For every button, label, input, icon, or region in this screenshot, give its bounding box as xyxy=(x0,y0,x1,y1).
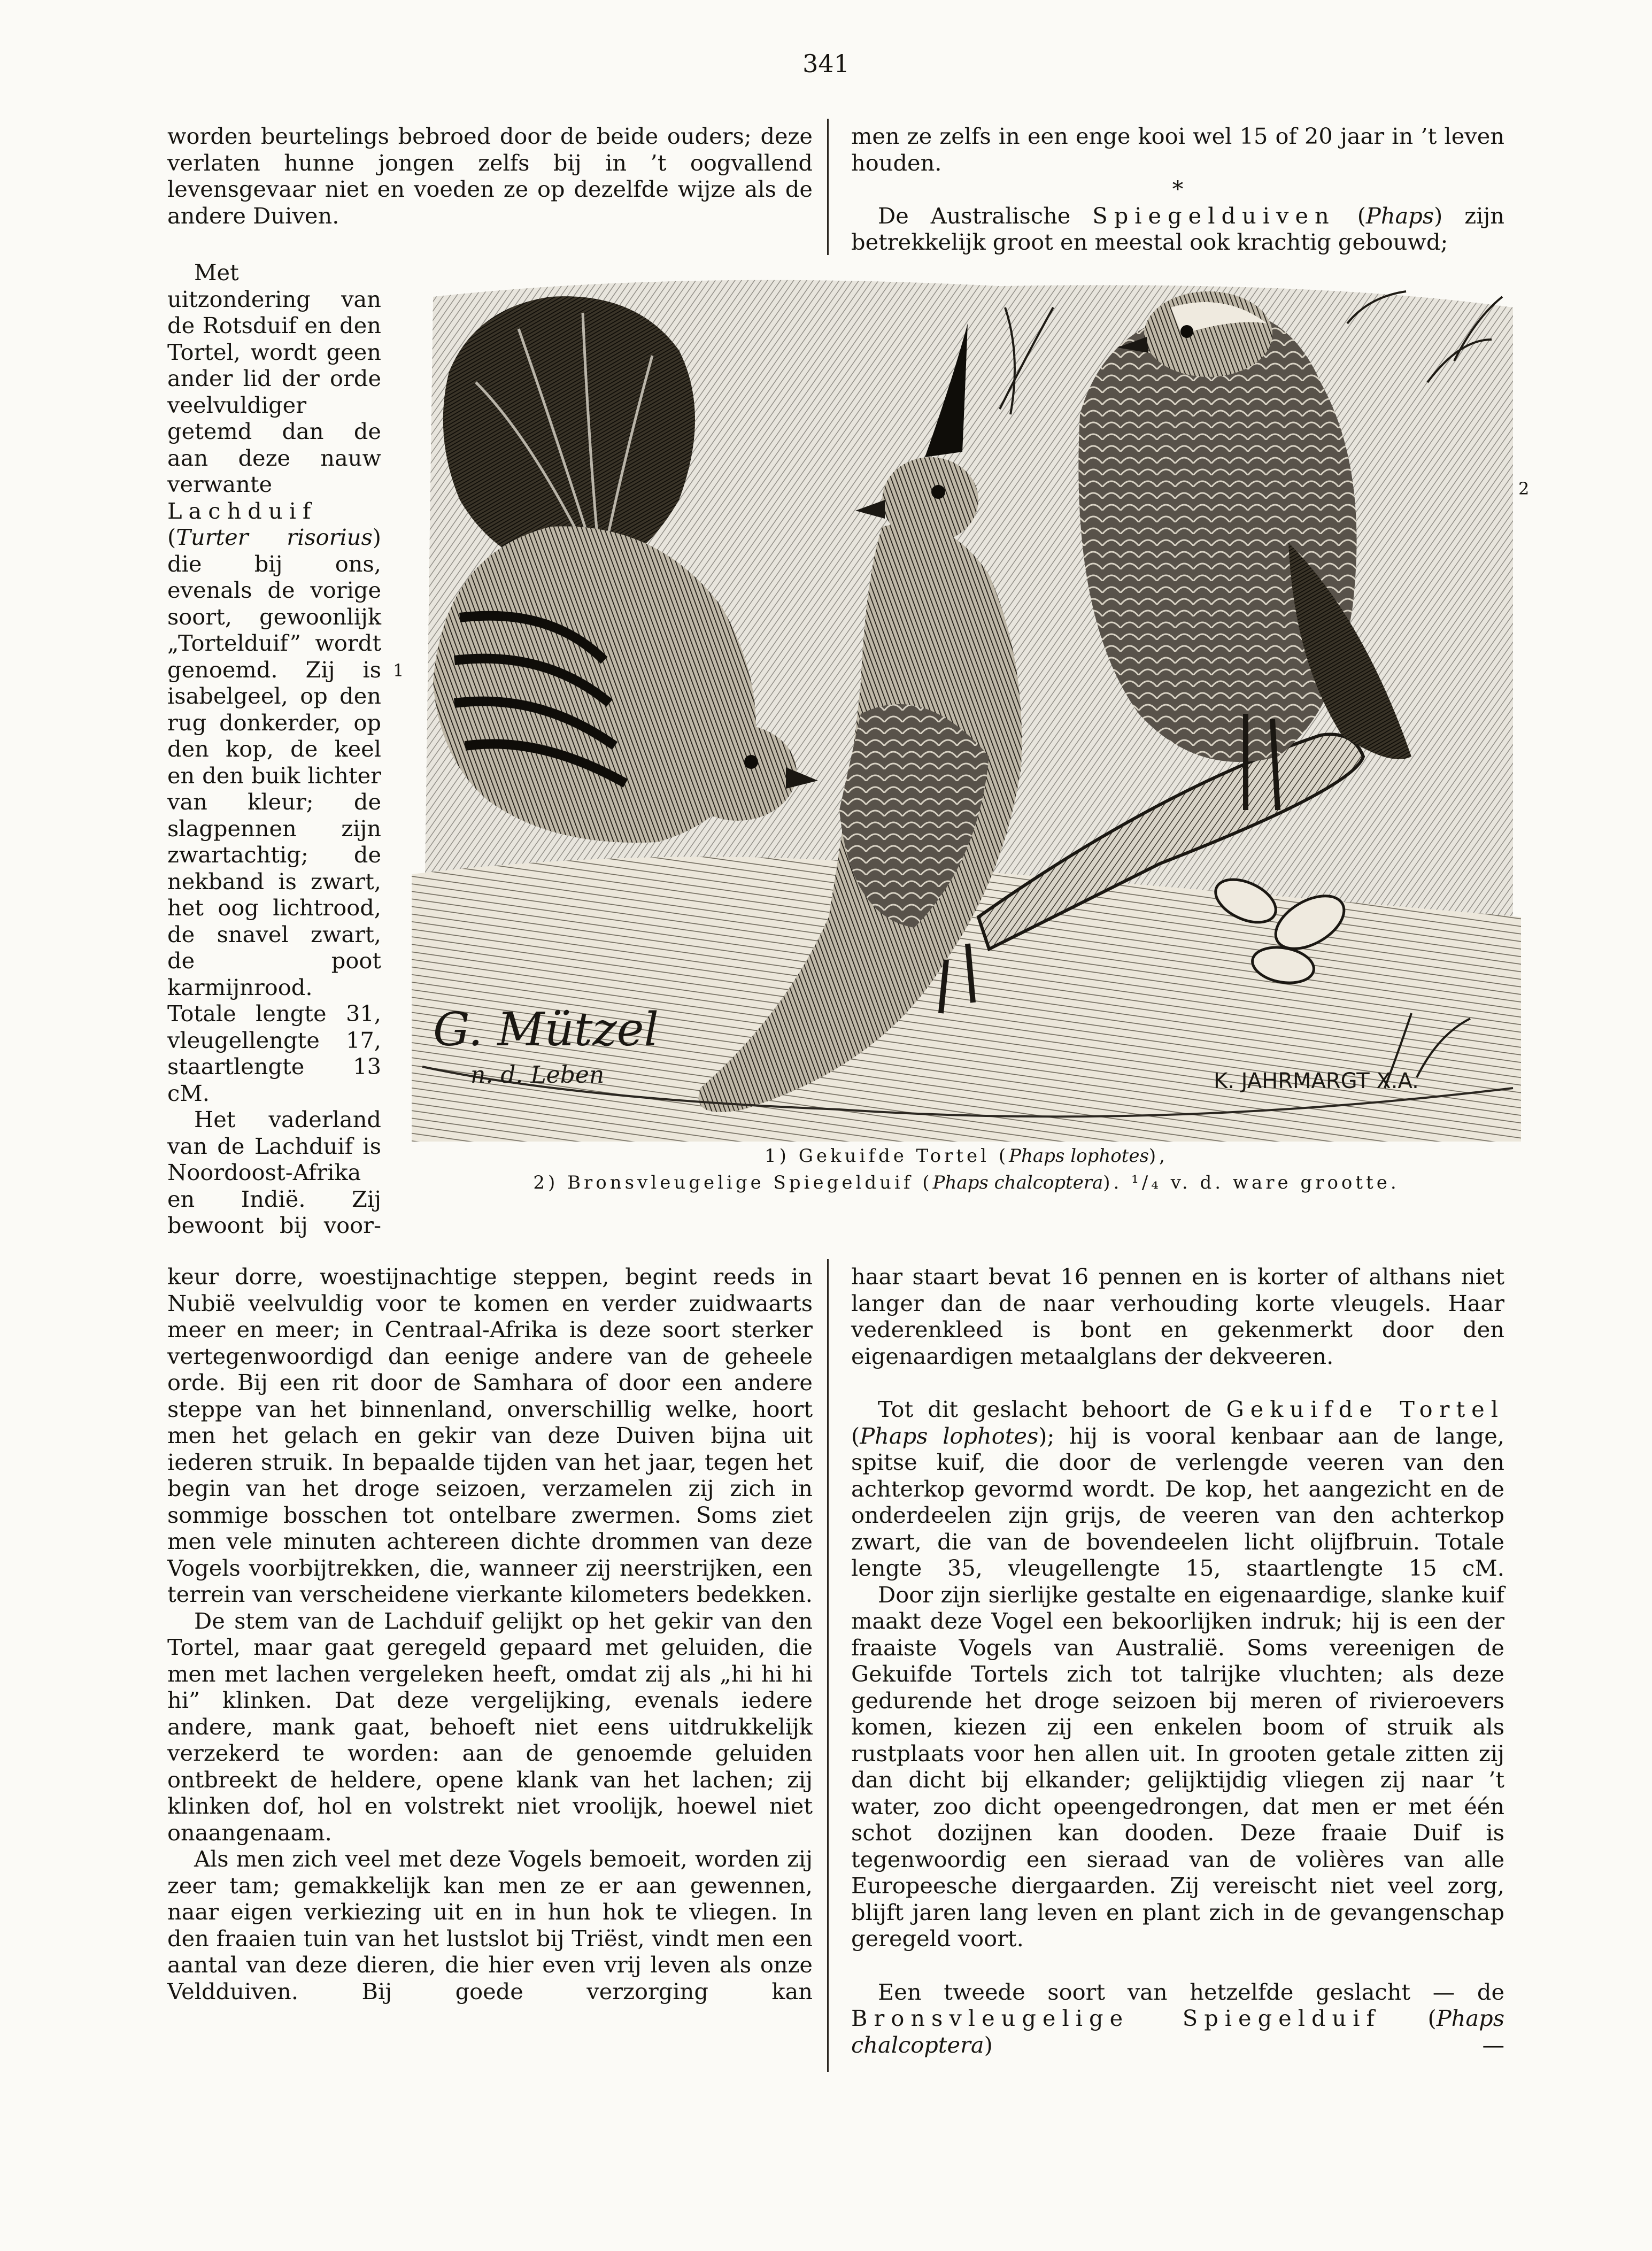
bird-illustration xyxy=(412,275,1521,1142)
name-bronsvleugelige: Bronsvleugelige Spiegelduif xyxy=(851,2005,1381,2031)
name-lachduif: Lachduif xyxy=(167,497,318,524)
narrow-column xyxy=(167,259,381,1239)
latin-turter-risorius: Turter risorius xyxy=(176,524,373,550)
figure-caption-line-1: 1) Gekuifde Tortel (Phaps lophotes), xyxy=(765,1145,1168,1167)
signature-muetzel: G. Mützel xyxy=(433,1003,659,1057)
paragraph-lachduif: Met uitzondering van de Rotsduif en den Tortel, wordt geen ander lid der orde veelvuldiger getemd dan de aan deze nauw verwante Lachduif (Turter risorius) die bij ons, evenals de vorige soort, gewoonlijk „Tortelduif” wordt genoemd. Zij is isabelgeel, op den rug donkerder, op den kop, de keel en den buik lichter van kleur; de slagpennen zijn zwartachtig; de nekband is zwart, het oog lichtrood, de snavel zwart, de poot karmijnrood. Totale lengte 31, vleugellengte 17, staartlengte 13 cM. xyxy=(167,259,381,1106)
top-left-column xyxy=(167,123,813,229)
page-number: 341 xyxy=(802,49,850,78)
paragraph-tweede-soort: Een tweede soort van hetzelfde geslacht — de Bronsvleugelige Spiegelduif (Phaps chalcoptera) — xyxy=(851,1978,1504,2058)
paragraph-stem: De stem van de Lachduif gelijkt op het gekir van den Tortel, maar gaat geregeld gepaard met geluiden, die men met lachen vergeleken heeft, omdat zij als „hi hi hi hi” klinken. Dat deze vergelijking, evenals iedere andere, mank gaat, behoeft niet eens uitdrukkelijk verzekerd te worden: aan de genoemde geluiden ontbreekt de heldere, opene klank van het lachen; zij klinken dof, hol en volstrekt niet vroolijk, hoewel niet onaangenaam. xyxy=(167,1607,813,1846)
paragraph-cage: men ze zelfs in een enge kooi wel 15 of 20 jaar in ’t leven houden. xyxy=(851,123,1504,176)
paragraph-tam: Als men zich veel met deze Vogels bemoeit, worden zij zeer tam; gemakkelijk kan men ze er aan gewennen, naar eigen verkiezing uit en in hun hok te vliegen. In den fraaien tuin van het lustslot bij Triëst, vindt men een aantal van deze dieren, die hier even vrij leven als onze Veldduiven. Bij goede verzorging kan xyxy=(167,1846,813,2005)
bottom-right-column xyxy=(851,1263,1504,2058)
latin-phaps-lophotes: Phaps lophotes xyxy=(860,1422,1039,1449)
figure-label-1: 1 xyxy=(393,660,404,681)
paragraph-vaderland: Het vaderland van de Lachduif is Noordoost-Afrika en Indië. Zij bewoont bij voor- xyxy=(167,1106,381,1238)
bottom-left-column xyxy=(167,1263,813,2005)
paragraph-spiegelduiven: De Australische Spiegelduiven (Phaps) zijn betrekkelijk groot en meestal ook krachtig gebouwd; xyxy=(851,202,1504,255)
top-right-column xyxy=(851,123,1504,256)
signature-nach-leben: n. d. Leben xyxy=(470,1061,605,1089)
figure-caption-line-2: 2) Bronsvleugelige Spiegelduif (Phaps chalcoptera). ¹/₄ v. d. ware grootte. xyxy=(533,1172,1400,1193)
column-rule-bottom xyxy=(827,1259,829,2072)
latin-phaps-chalcoptera: Phaps chalcoptera xyxy=(851,2005,1504,2058)
paragraph-brooding: worden beurtelings bebroed door de beide ouders; deze verlaten hunne jongen zelfs bij in ’t oogvallend levensgevaar niet en voeden ze op dezelfde wijze als de andere Duiven. xyxy=(167,123,813,229)
paragraph-sierlijke: Door zijn sierlijke gestalte en eigenaardige, slanke kuif maakt deze Vogel een bekoorlijken indruk; hij is een der fraaiste Vogels van Australië. Soms vereenigen de Gekuifde Tortels zich tot talrijke vluchten; als deze gedurende het droge seizoen bij meren of rivieroevers komen, kiezen zij een enkelen boom of struik als rustplaats voor hen allen uit. In grooten getale zitten zij dan dicht bij elkander; gelijktijdig vliegen zij naar ’t water, zoo dicht opeengedrongen, dat men er met één schot dozijnen kan dooden. Deze fraaie Duif is tegenwoordig een sieraad van de volières van alle Europeesche diergaarden. Zij vereischt niet veel zorg, blijft jaren lang leven en plant zich in de gevangenschap geregeld voort. xyxy=(851,1581,1504,1952)
name-spiegelduiven: Spiegelduiven xyxy=(1092,202,1336,229)
signature-engraver: K. JAHRMARGT X.A. xyxy=(1214,1069,1419,1093)
name-gekuifde-tortel: Gekuifde Tortel xyxy=(1226,1396,1504,1422)
figure-label-2: 2 xyxy=(1518,479,1530,499)
paragraph-steppen: keur dorre, woestijnachtige steppen, begint reeds in Nubië veelvuldig voor te komen en verder zuidwaarts meer en meer; in Centraal-Afrika is deze soort sterker vertegenwoordigd dan eenige andere van de geheele orde. Bij een rit door de Samhara of door een andere steppe van het binnenland, onverschillig welke, hoort men het gelach en gekir van deze Duiven bijna uit iederen struik. In bepaalde tijden van het jaar, tegen het begin van het droge seizoen, verzamelen zij zich in sommige bosschen tot ontelbare zwermen. Soms ziet men vele minuten achtereen dichte drommen van deze Vogels voorbijtrekken, die, wanneer zij neerstrijken, een terrein van verscheidene vierkante kilometers bedekken. xyxy=(167,1263,813,1607)
paragraph-gekuifde-tortel: Tot dit geslacht behoort de Gekuifde Tortel (Phaps lophotes); hij is vooral kenbaar aan de lange, spitse kuif, die door de verlengde veeren van den achterkop gevormd wordt. De kop, het aangezicht en de onderdeelen zijn grijs, de veeren van den achterkop zwart, die van de bovendeelen licht olijfbruin. Totale lengte 35, vleugellengte 15, staartlengte 15 cM. xyxy=(851,1396,1504,1581)
section-asterisk: * xyxy=(1172,176,1184,202)
paragraph-staart: haar staart bevat 16 pennen en is korter of althans niet langer dan de naar verhouding korte vleugels. Haar vederenkleed is bont en gekenmerkt door den eigenaardigen metaalglans der dekveeren. xyxy=(851,1263,1504,1369)
column-rule-top xyxy=(827,119,829,255)
